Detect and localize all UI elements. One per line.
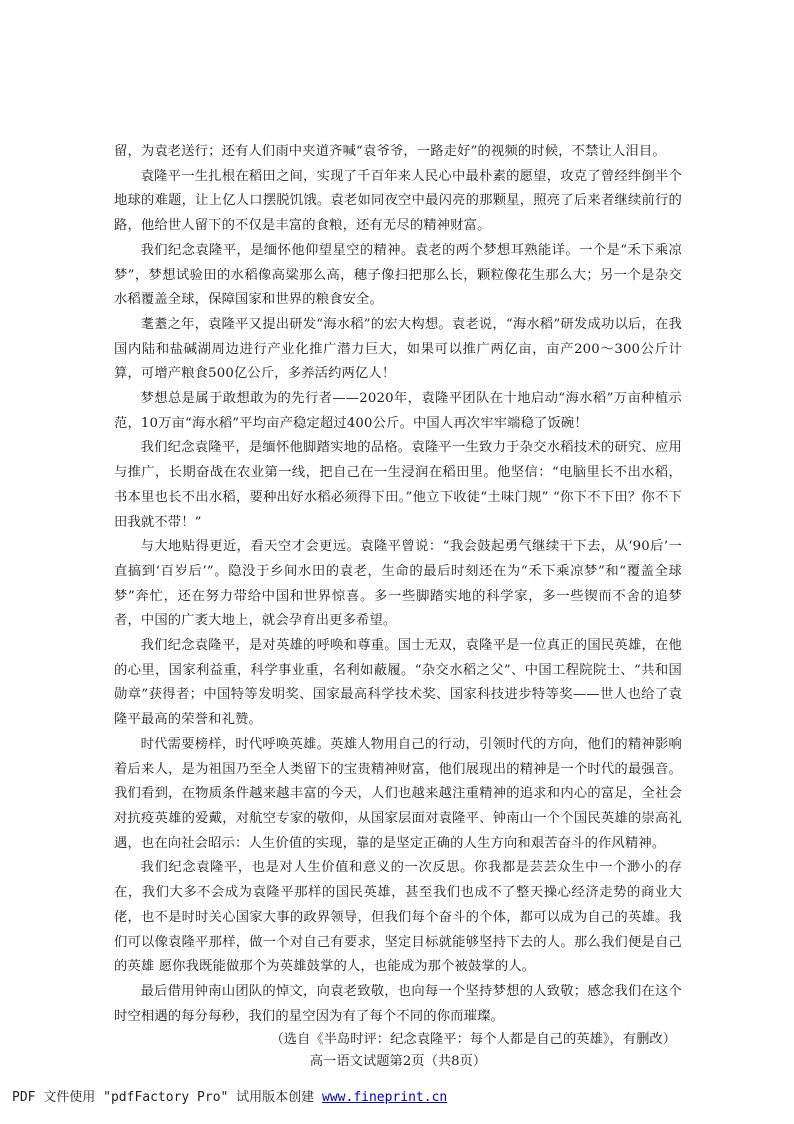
paragraph-9: 时代需要榜样，时代呼唤英雄。英雄人物用自己的行动，引领时代的方向，他们的精神影响着后来人，是为祖国乃至全人类留下的宝贵精神财富，他们展现出的精神是一个时代的最强音。我们看到，在物质条件越来越丰富的今天，人们也越来越注重精神的追求和内心的富足，全社会对抗疫英雄的爱戴，对航空专家的敬仰，从国家层面对袁隆平、钟南山一个个国民英雄的崇高礼遇，也在向社会昭示：人生价值的实现，靠的是坚定正确的人生方向和艰苦奋斗的作风精神。	[114, 736, 682, 851]
paragraph-8: 我们纪念袁隆平，是对英雄的呼唤和尊重。国士无双，袁隆平是一位真正的国民英雄，在他的心里，国家利益重，科学事业重，名利如蔽履。“杂交水稻之父”、中国工程院院士、“共和国勋章”获得者；中国特等发明奖、国家最高科学技术奖、国家科技进步特等奖——世人也给了袁隆平最高的荣誉和礼赞。	[114, 638, 682, 728]
pdf-footer-text: PDF 文件使用 "pdfFactory Pro" 试用版本创建	[12, 1090, 323, 1105]
paragraph-11: 最后借用钟南山团队的悼文，向袁老致敬，也向每一个坚持梦想的人致敬；感念我们在这个时空相遇的每分每秒，我们的星空因为有了每个不同的你而璀璨。	[114, 983, 682, 1024]
paragraph-2: 袁隆平一生扎根在稻田之间，实现了千百年来人民心中最朴素的愿望，攻克了曾经绊倒半个地球的难题，让上亿人口摆脱饥饿。袁老如同夜空中最闪亮的那颗星，照亮了后来者继续前行的路，他给世人留下的不仅是丰富的食粮，还有无尽的精神财富。	[114, 168, 682, 234]
source-citation: （选自《半岛时评：纪念袁隆平：每个人都是自己的英雄》，有删改）	[270, 1032, 676, 1048]
paragraph-1: 留，为袁老送行；还有人们雨中夹道齐喊“袁爷爷，一路走好”的视频的时候，不禁让人泪目。	[114, 144, 666, 159]
paragraph-10: 我们纪念袁隆平，也是对人生价值和意义的一次反思。你我都是芸芸众生中一个渺小的存在，我们大多不会成为袁隆平那样的国民英雄，甚至我们也成不了整天操心经济走势的商业大佬，也不是时时关心国家大事的政界领导，但我们每个奋斗的个体，都可以成为自己的英雄。我们可以像袁隆平那样，做一个对自己有要求，坚定目标就能够坚持下去的人。那么我们便是自己的英雄 愿你我既能做那个为英雄鼓掌的人，也能成为那个被鼓掌的人。	[114, 860, 682, 975]
paragraph-5: 梦想总是属于敢想敢为的先行者——2020年，袁隆平团队在十地启动“海水稻”万亩种植示范，10万亩“海水稻”平均亩产稳定超过400公斤。中国人再次牢牢端稳了饭碗！	[114, 391, 682, 431]
page-number-footer: 高一语文试题第2页（共8页）	[309, 1054, 487, 1070]
paragraph-7: 与大地贴得更近，看天空才会更远。袁隆平曾说：“我会鼓起勇气继续干下去，从‘90后’一直搞到‘百岁后’”。隐没于乡间水田的袁老，生命的最后时刻还在为“禾下乘凉梦”和“覆盖全球梦”奔忙，还在努力带给中国和世界惊喜。多一些脚踏实地的科学家，多一些锲而不舍的追梦者，中国的广袤大地上，就会孕育出更多希望。	[114, 539, 682, 629]
fineprint-link[interactable]: www.fineprint.cn	[322, 1090, 448, 1105]
paragraph-3: 我们纪念袁隆平，是缅怀他仰望星空的精神。袁老的两个梦想耳熟能详。一个是“禾下乘凉梦”，梦想试验田的水稻像高粱那么高，穗子像扫把那么长，颗粒像花生那么大；另一个是杂交水稻覆盖全球，保障国家和世界的粮食安全。	[114, 242, 682, 308]
pdf-creator-footer	[12, 1086, 447, 1105]
paragraph-6: 我们纪念袁隆平，是缅怀他脚踏实地的品格。袁隆平一生致力于杂交水稻技术的研究、应用与推广，长期奋战在农业第一线，把自己在一生浸润在稻田里。他坚信：“电脑里长不出水稻，书本里也长不出水稻，要种出好水稻必须得下田。”他立下收徒“土味门规” “你下不下田？你不下田我就不带！”	[114, 440, 682, 530]
paragraph-4: 耄耋之年，袁隆平又提出研发“海水稻”的宏大构想。袁老说，“海水稻”研发成功以后，在我国内陆和盐碱湖周边进行产业化推广潜力巨大，如果可以推广两亿亩，亩产200～300公斤计算，可增产粮食500亿公斤，多养活约两亿人！	[114, 316, 682, 382]
article-body	[114, 140, 682, 1073]
